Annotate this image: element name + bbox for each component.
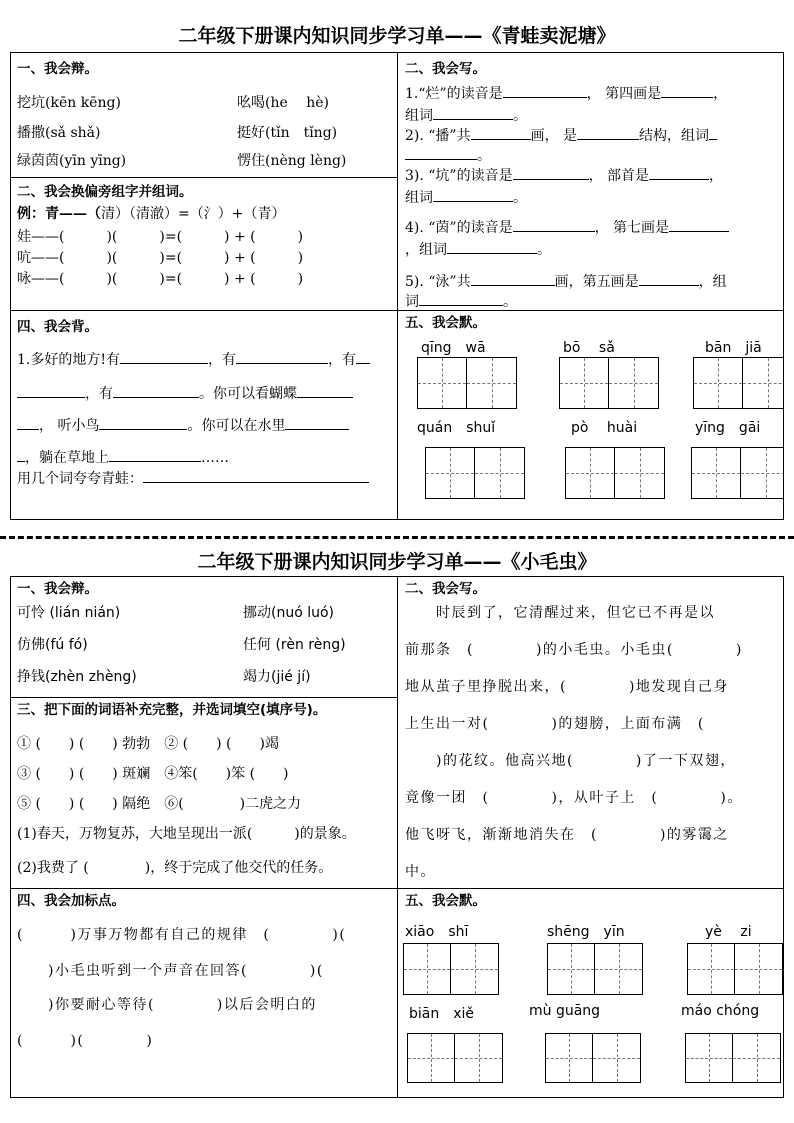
s4-section	[11, 889, 397, 1097]
s5-section	[399, 311, 783, 519]
write-line[interactable]: 1.“烂”的读音是 ， 第四画是 ，	[405, 83, 727, 104]
pinyin-label: quán shuǐ	[417, 420, 496, 436]
write-line[interactable]: 词 。	[405, 291, 517, 310]
passage-line[interactable]: 时辰到了，它清醒过来，但它已不再是以	[405, 605, 715, 621]
pinyin-choice[interactable]: 可怜 (lián nián)	[17, 605, 121, 621]
write-line[interactable]: 4). “茵”的读音是 ， 第七画是	[405, 217, 729, 238]
pinyin-choice[interactable]: 播撒(sǎ shǎ)	[17, 125, 101, 141]
s1-section	[11, 53, 397, 177]
pinyin-choice[interactable]: 挣钱(zhèn zhèng)	[17, 669, 137, 685]
write-line[interactable]: 2). “播”共 画， 是 结构，组词	[405, 125, 717, 146]
fill-row[interactable]: ③ ( ) ( ) 斑斓 ④笨( )笨 ( )	[17, 766, 289, 782]
writing-grid[interactable]	[559, 357, 659, 409]
section-heading: 一、我会辩。	[17, 61, 98, 77]
s1-section	[11, 577, 397, 697]
sheet1-title: 二年级下册课内知识同步学习单——《青蛙卖泥塘》	[178, 25, 616, 47]
punctuation-line[interactable]: )小毛虫听到一个声音在回答( )(	[17, 963, 324, 979]
fill-row[interactable]: 吭——( )( )=( ) + ( )	[17, 250, 304, 266]
writing-grid[interactable]	[685, 1033, 781, 1083]
s3-section	[11, 178, 397, 310]
column-divider	[397, 577, 398, 1097]
fill-row[interactable]: 咏——( )( )=( ) + ( )	[17, 271, 304, 287]
recite-line[interactable]: 1.多好的地方!有 ，有 ，有	[17, 349, 370, 370]
section-heading: 五、我会默。	[405, 893, 486, 909]
punctuation-line[interactable]: ( )万事万物都有自己的规律 ( )(	[17, 927, 347, 943]
s5-section	[399, 889, 783, 1097]
section-heading: 三、把下面的词语补充完整，并选词填空(填序号)。	[17, 702, 327, 718]
writing-grid[interactable]	[417, 357, 517, 409]
passage-line[interactable]: 前那条 ( )的小毛虫。小毛虫( )	[405, 642, 743, 658]
write-line[interactable]: 3). “坑”的读音是 ， 部首是 ，	[405, 165, 723, 186]
pinyin-choice[interactable]: 愣住(nèng lèng)	[237, 153, 347, 169]
fill-row[interactable]: ① ( ) ( ) 勃勃 ② ( ) ( )竭	[17, 736, 279, 752]
s3-section	[11, 698, 397, 888]
example-row: 例：青——（清）（清澈）=（氵）+（青）	[17, 206, 286, 222]
section-heading: 二、我会写。	[405, 581, 486, 597]
pinyin-choice[interactable]: 仿佛(fú fó)	[17, 637, 88, 653]
sheet1-table	[10, 52, 784, 520]
pinyin-label: bō sǎ	[563, 340, 615, 356]
sheet2-title: 二年级下册课内知识同步学习单——《小毛虫》	[197, 551, 597, 573]
section-heading: 五、我会默。	[405, 315, 486, 331]
passage-line[interactable]: 竟像一团 ( )，从叶子上 ( )。	[405, 790, 743, 806]
write-line[interactable]: 组词 。	[405, 187, 527, 208]
write-line[interactable]: 组词 。	[405, 105, 527, 126]
recite-line[interactable]: 用几个词夸夸青蛙：	[17, 468, 369, 489]
writing-grid[interactable]	[403, 943, 499, 995]
write-line[interactable]: 5). “泳”共 画，第五画是 ，组	[405, 271, 727, 292]
punctuation-line[interactable]: )你要耐心等待( )以后会明白的	[17, 997, 317, 1013]
section-heading: 四、我会背。	[17, 319, 98, 335]
pinyin-label: yè zi	[705, 924, 752, 940]
pinyin-label: qīng wā	[421, 340, 486, 356]
pinyin-choice[interactable]: 绿茵茵(yīn yīng)	[17, 153, 127, 169]
fill-row[interactable]: (2)我费了 ( )，终于完成了他交代的任务。	[17, 860, 333, 876]
punctuation-line[interactable]: ( )( )	[17, 1033, 154, 1049]
writing-grid[interactable]	[425, 447, 525, 499]
pinyin-label: shēng yīn	[547, 924, 625, 940]
recite-line[interactable]: ，有 。你可以看蝴蝶	[17, 383, 353, 404]
s4-section	[11, 311, 397, 519]
fill-row[interactable]: 娃——( )( )=( ) + ( )	[17, 229, 304, 245]
section-heading: 二、我会写。	[405, 61, 486, 77]
pinyin-label: bān jiā	[705, 340, 762, 356]
passage-line[interactable]: )的花纹。他高兴地( )了一下双翅，	[405, 753, 736, 769]
writing-grid[interactable]	[691, 447, 783, 499]
pinyin-label: biān xiě	[409, 1006, 475, 1022]
pinyin-choice[interactable]: 挺好(tǐn tǐng)	[237, 125, 338, 141]
writing-grid[interactable]	[407, 1033, 503, 1083]
section-heading: 二、我会换偏旁组字并组词。	[17, 184, 193, 200]
pinyin-label: yīng gāi	[695, 420, 761, 436]
write-line[interactable]: ，组词 。	[405, 239, 551, 260]
column-divider	[397, 53, 398, 519]
passage-line[interactable]: 上生出一对( )的翅膀，上面布满 (	[405, 716, 705, 732]
passage-line[interactable]: 中。	[405, 864, 436, 880]
s2-section	[399, 53, 783, 310]
pinyin-label: máo chóng	[681, 1003, 760, 1019]
s2-section	[399, 577, 783, 888]
pinyin-label: pò huài	[571, 420, 638, 436]
recite-line[interactable]: ，躺在草地上 ……	[17, 447, 229, 468]
writing-grid[interactable]	[547, 943, 643, 995]
fill-row[interactable]: (1)春天，万物复苏，大地呈现出一派( )的景象。	[17, 826, 356, 842]
writing-grid[interactable]	[565, 447, 665, 499]
pinyin-label: xiāo shī	[405, 924, 469, 940]
sheet2-table	[10, 576, 784, 1098]
writing-grid[interactable]	[545, 1033, 641, 1083]
pinyin-label: mù guāng	[529, 1003, 601, 1019]
pinyin-choice[interactable]: 吆喝(he hè)	[237, 95, 329, 111]
pinyin-choice[interactable]: 竭力(jié jí)	[243, 669, 311, 685]
recite-line[interactable]: ， 听小鸟 。你可以在水里	[17, 415, 349, 436]
pinyin-choice[interactable]: 任何 (rèn rèng)	[243, 637, 346, 653]
passage-line[interactable]: 地从茧子里挣脱出来，( )地发现自己身	[405, 679, 729, 695]
pinyin-choice[interactable]: 挪动(nuó luó)	[243, 605, 335, 621]
section-heading: 一、我会辩。	[17, 581, 98, 597]
pinyin-choice[interactable]: 挖坑(kēn kēng)	[17, 95, 121, 111]
passage-line[interactable]: 他飞呀飞，渐渐地消失在 ( )的雾霭之	[405, 827, 729, 843]
writing-grid[interactable]	[693, 357, 783, 409]
cut-line	[0, 536, 794, 539]
fill-row[interactable]: ⑤ ( ) ( ) 隔绝 ⑥( )二虎之力	[17, 796, 302, 812]
write-line[interactable]: 。	[405, 145, 491, 166]
section-heading: 四、我会加标点。	[17, 893, 125, 909]
writing-grid[interactable]	[687, 943, 783, 995]
